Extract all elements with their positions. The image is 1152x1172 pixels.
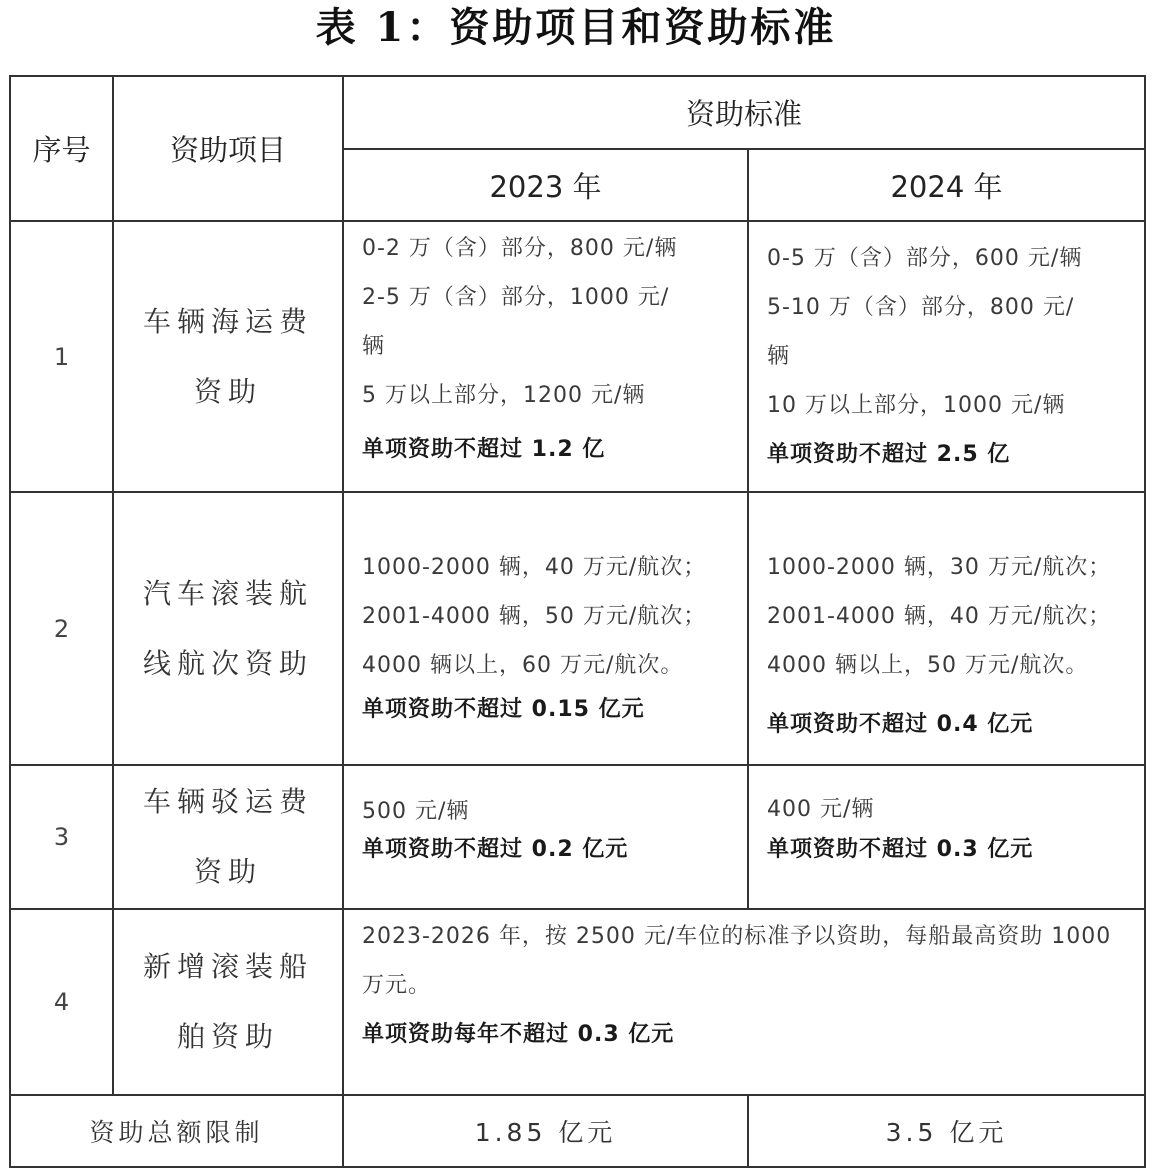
standard-2024-cell [748,492,1145,765]
item-name-line: 新增滚装船 [142,950,313,983]
standard-line: 10 万以上部分，1000 元/辆 [767,393,1066,418]
standard-line: 辆 [362,334,386,359]
standard-2023-cell [343,492,748,765]
row-number: 3 [10,765,113,909]
standard-line: 0-5 万（含）部分，600 元/辆 [767,246,1083,271]
table-row [10,492,1145,765]
item-name-line: 线航次资助 [142,646,313,680]
standard-line: 2-5 万（含）部分，1000 元/ [362,285,670,310]
standard-text: 2023-2026 年，按 2500 元/车位的标准予以资助，每船最高资助 1000 万元。 [362,924,1112,998]
standard-2024-cell [748,765,1145,909]
total-row [10,1095,1145,1167]
table-row [10,765,1145,909]
standard-line: 500 元/辆 [362,799,470,824]
header-2024: 2024 年 [748,149,1145,221]
item-name-line: 车辆驳运费 [142,785,313,818]
item-name-line: 资助 [193,374,262,408]
standard-line: 1000-2000 辆，30 万元/航次； [767,555,1112,580]
cap-line: 单项资助每年不超过 0.3 亿元 [362,1022,675,1047]
cap-line: 单项资助不超过 0.3 亿元 [767,837,1034,862]
item-cell [113,492,343,765]
standard-line: 辆 [767,344,791,369]
subsidy-table [9,75,1146,1168]
total-label: 资助总额限制 [10,1095,343,1167]
standard-line: 4000 辆以上，60 万元/航次。 [362,653,684,678]
item-name-line: 资助 [193,855,262,888]
standard-line: 5-10 万（含）部分，800 元/ [767,295,1075,320]
cap-line: 单项资助不超过 2.5 亿 [767,442,1011,467]
total-2023: 1.85 亿元 [343,1095,748,1167]
item-cell [113,909,343,1095]
standard-line: 5 万以上部分，1200 元/辆 [362,383,646,408]
table-row [10,909,1145,1095]
table-title: 表 1：资助项目和资助标准 [315,4,837,51]
standard-line: 2001-4000 辆，40 万元/航次； [767,604,1112,629]
standard-line: 2001-4000 辆，50 万元/航次； [362,604,707,629]
item-name-line: 舶资助 [176,1020,279,1053]
standard-line: 0-2 万（含）部分，800 元/辆 [362,236,678,261]
item-name-line: 汽车滚装航 [142,576,313,610]
header-row-1 [10,76,1145,149]
table-row [10,221,1145,492]
standard-2023-cell [343,221,748,492]
standard-line: 1000-2000 辆，40 万元/航次； [362,555,707,580]
header-standard: 资助标准 [343,76,1145,149]
cap-line: 单项资助不超过 1.2 亿 [362,437,606,462]
standard-line: 4000 辆以上，50 万元/航次。 [767,653,1089,678]
header-2023: 2023 年 [343,149,748,221]
item-name-line: 车辆海运费 [142,304,313,338]
row-number: 4 [10,909,113,1095]
header-item: 资助项目 [113,76,343,221]
standard-2024-cell [748,221,1145,492]
item-cell [113,765,343,909]
total-2024: 3.5 亿元 [748,1095,1145,1167]
standard-merged-cell [343,909,1145,1095]
standard-2023-cell [343,765,748,909]
row-number: 1 [10,221,113,492]
header-seq: 序号 [10,76,113,221]
cap-line: 单项资助不超过 0.2 亿元 [362,837,629,862]
standard-line: 400 元/辆 [767,797,875,822]
cap-line: 单项资助不超过 0.15 亿元 [362,697,645,722]
cap-line: 单项资助不超过 0.4 亿元 [767,712,1034,737]
item-cell [113,221,343,492]
row-number: 2 [10,492,113,765]
